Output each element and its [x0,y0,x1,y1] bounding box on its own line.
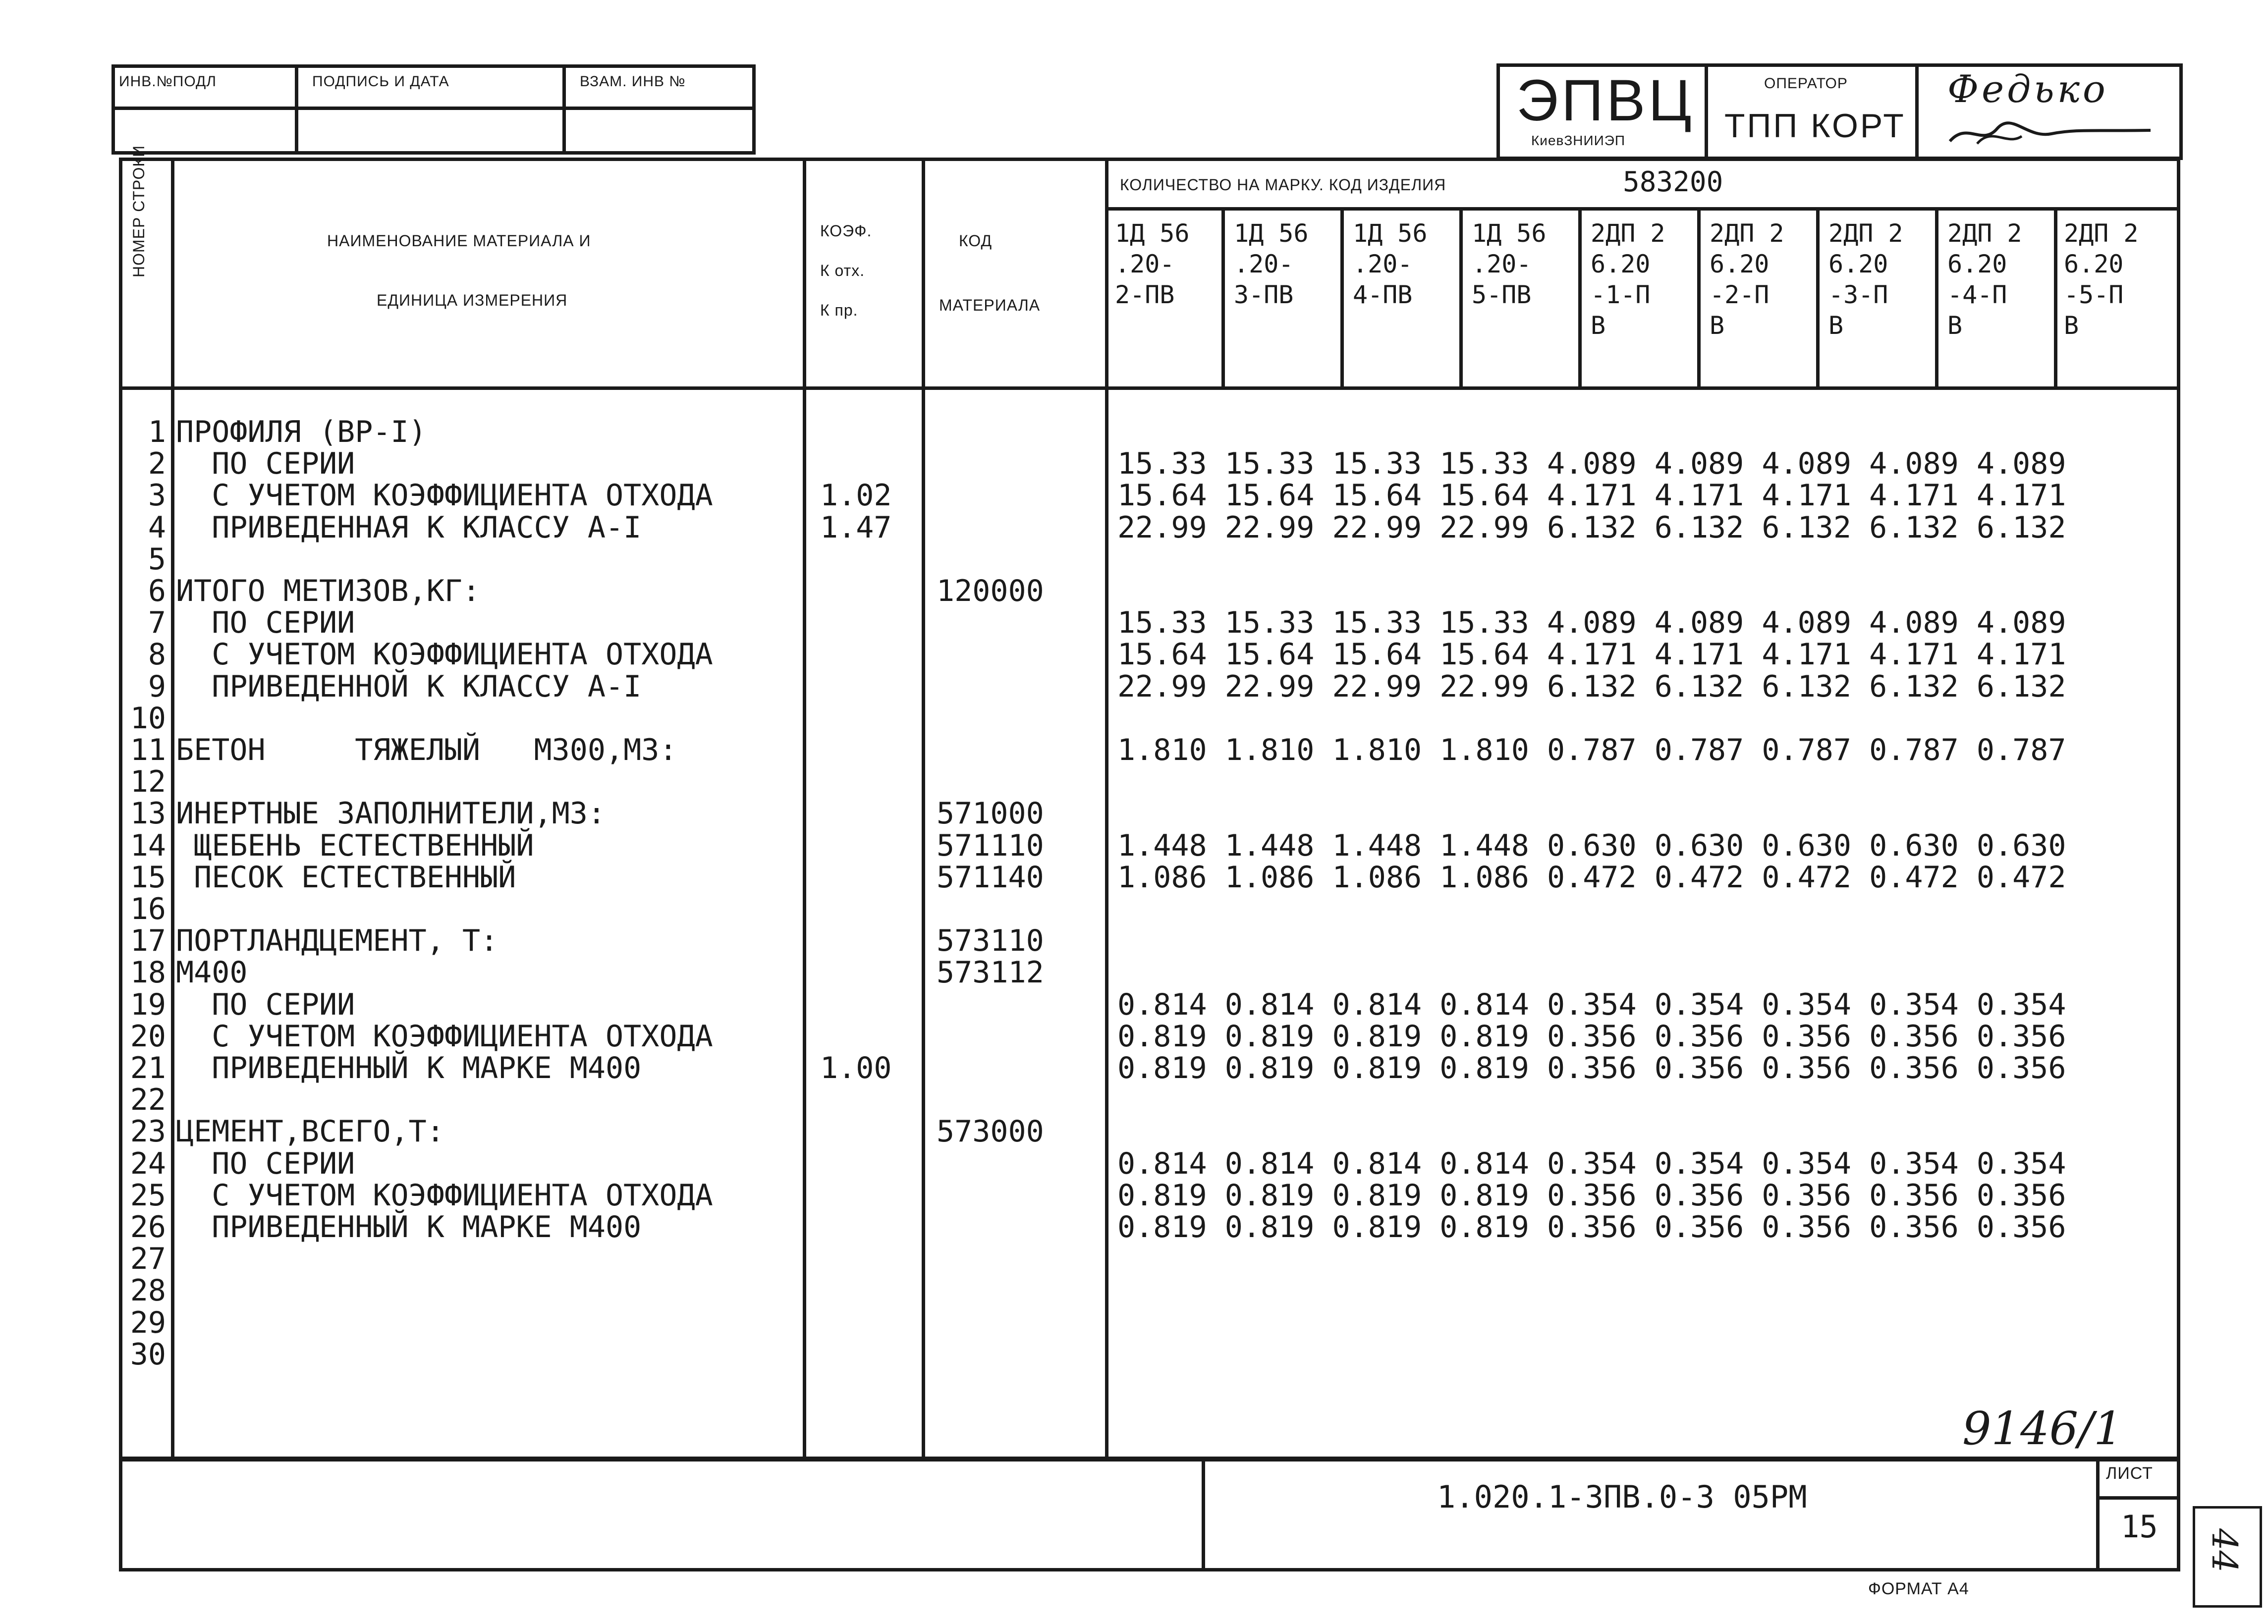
podpis-data-label: ПОДПИСЬ И ДАТА [312,73,449,90]
row-number: 5 [148,542,166,577]
row-material-name: С УЧЕТОМ КОЭФФИЦИЕНТА ОТХОДА [176,478,713,513]
column-header-3: 1Д 56 .20- 4-ПВ [1353,219,1428,309]
operator-value: ТПП КОРТ [1724,107,1906,145]
row-number: 14 [130,828,166,863]
format-label: ФОРМАТ А4 [1868,1579,1969,1598]
row-koef: 1.00 [820,1051,892,1085]
row-material-name: ЦЕМЕНТ,ВСЕГО,Т: [176,1114,444,1149]
vzam-inv-label: ВЗАМ. ИНВ № [580,73,686,90]
row-material-name: ПО СЕРИИ [176,605,355,640]
operator-label: ОПЕРАТОР [1764,75,1848,92]
row-number: 15 [130,860,166,895]
row-material-name: ЩЕБЕНЬ ЕСТЕСТВЕННЫЙ [176,828,534,863]
row-values: 0.819 0.819 0.819 0.819 0.356 0.356 0.356 0.356 0.356 [1117,1051,2066,1085]
operator-signature-name: Федько [1947,67,2108,111]
row-material-name: С УЧЕТОМ КОЭФФИЦИЕНТА ОТХОДА [176,637,713,672]
sheet-label: ЛИСТ [2106,1464,2153,1483]
row-number: 23 [130,1114,166,1149]
row-number: 16 [130,892,166,926]
koef-header-3: К пр. [820,301,858,319]
row-material-name: ИНЕРТНЫЕ ЗАПОЛНИТЕЛИ,М3: [176,796,606,831]
row-number: 20 [130,1019,166,1054]
row-number: 22 [130,1083,166,1117]
column-header-5: 2ДП 2 6.20 -1-П В [1591,219,1665,340]
row-material-name: ПРИВЕДЕННАЯ К КЛАССУ А-I [176,510,642,545]
material-name-header-1: НАИМЕНОВАНИЕ МАТЕРИАЛА И [327,232,591,250]
handwritten-number: 9146/1 [1962,1402,2123,1455]
row-number: 9 [148,669,166,704]
row-number: 30 [130,1337,166,1372]
column-header-1: 1Д 56 .20- 2-ПВ [1115,219,1190,309]
row-number: 17 [130,923,166,958]
row-material-code: 573110 [937,923,1044,958]
row-material-name: М400 [176,955,248,990]
signature-icon [1947,116,2156,151]
margin-number: 44 [2204,1528,2245,1573]
row-number: 3 [148,478,166,513]
row-material-name: ПРОФИЛЯ (ВР-I) [176,415,427,449]
row-number: 29 [130,1305,166,1340]
row-material-code: 573000 [937,1114,1044,1149]
inv-podl-label: ИНВ.№ПОДЛ [119,73,217,90]
row-material-name: ИТОГО МЕТИЗОВ,КГ: [176,574,481,608]
row-values: 15.33 15.33 15.33 15.33 4.089 4.089 4.089 4.089 4.089 [1117,605,2066,640]
column-header-7: 2ДП 2 6.20 -3-П В [1828,219,1903,340]
row-values: 15.64 15.64 15.64 15.64 4.171 4.171 4.171 4.171 4.171 [1117,637,2066,672]
row-number: 19 [130,987,166,1022]
row-values: 22.99 22.99 22.99 22.99 6.132 6.132 6.132 6.132 6.132 [1117,669,2066,704]
row-values: 0.814 0.814 0.814 0.814 0.354 0.354 0.354 0.354 0.354 [1117,1146,2066,1181]
row-koef: 1.02 [820,478,892,513]
row-material-code: 573112 [937,955,1044,990]
column-header-6: 2ДП 2 6.20 -2-П В [1710,219,1784,340]
row-number: 25 [130,1178,166,1213]
org-logo: ЭПВЦ [1516,68,1695,133]
row-number: 2 [148,446,166,481]
row-values: 1.810 1.810 1.810 1.810 0.787 0.787 0.787 0.787 0.787 [1117,733,2066,767]
row-number-header: НОМЕР СТРОКИ [130,145,148,277]
row-number: 7 [148,605,166,640]
row-material-code: 571110 [937,828,1044,863]
row-number: 6 [148,574,166,608]
row-number: 27 [130,1242,166,1276]
row-number: 13 [130,796,166,831]
row-values: 15.64 15.64 15.64 15.64 4.171 4.171 4.171 4.171 4.171 [1117,478,2066,513]
row-values: 1.448 1.448 1.448 1.448 0.630 0.630 0.630 0.630 0.630 [1117,828,2066,863]
product-code: 583200 [1623,166,1723,198]
code-header-1: КОД [959,232,993,250]
row-material-name: С УЧЕТОМ КОЭФФИЦИЕНТА ОТХОДА [176,1019,713,1054]
row-number: 24 [130,1146,166,1181]
row-material-name: БЕТОН ТЯЖЕЛЫЙ М300,М3: [176,733,677,767]
row-number: 12 [130,764,166,799]
row-values: 22.99 22.99 22.99 22.99 6.132 6.132 6.132 6.132 6.132 [1117,510,2066,545]
row-material-name: ПРИВЕДЕННОЙ К КЛАССУ А-I [176,669,642,704]
stamp-bottom [119,1457,2180,1571]
column-header-4: 1Д 56 .20- 5-ПВ [1472,219,1547,309]
sheet-number: 15 [2121,1509,2158,1545]
row-values: 0.819 0.819 0.819 0.819 0.356 0.356 0.356 0.356 0.356 [1117,1178,2066,1213]
row-number: 11 [130,733,166,767]
row-koef: 1.47 [820,510,892,545]
row-number: 26 [130,1210,166,1245]
material-name-header-2: ЕДИНИЦА ИЗМЕРЕНИЯ [377,291,568,309]
row-values: 0.814 0.814 0.814 0.814 0.354 0.354 0.354 0.354 0.354 [1117,987,2066,1022]
row-values: 1.086 1.086 1.086 1.086 0.472 0.472 0.472 0.472 0.472 [1117,860,2066,895]
row-material-name: ПЕСОК ЕСТЕСТВЕННЫЙ [176,860,516,895]
row-material-name: С УЧЕТОМ КОЭФФИЦИЕНТА ОТХОДА [176,1178,713,1213]
row-number: 21 [130,1051,166,1085]
row-material-code: 571000 [937,796,1044,831]
row-values: 15.33 15.33 15.33 15.33 4.089 4.089 4.089 4.089 4.089 [1117,446,2066,481]
row-material-name: ПОРТЛАНДЦЕМЕНТ, Т: [176,923,498,958]
koef-header-2: К отх. [820,262,865,279]
row-number: 4 [148,510,166,545]
code-header-2: МАТЕРИАЛА [939,296,1041,314]
row-number: 28 [130,1273,166,1308]
row-material-name: ПО СЕРИИ [176,446,355,481]
row-values: 0.819 0.819 0.819 0.819 0.356 0.356 0.356 0.356 0.356 [1117,1210,2066,1245]
koef-header-1: КОЭФ. [820,222,872,240]
quantity-header: КОЛИЧЕСТВО НА МАРКУ. КОД ИЗДЕЛИЯ [1120,176,1446,194]
column-header-8: 2ДП 2 6.20 -4-П В [1947,219,2022,340]
row-material-name: ПО СЕРИИ [176,987,355,1022]
row-values: 0.819 0.819 0.819 0.819 0.356 0.356 0.356 0.356 0.356 [1117,1019,2066,1054]
row-number: 10 [130,701,166,736]
row-material-name: ПРИВЕДЕННЫЙ К МАРКЕ М400 [176,1051,642,1085]
row-material-code: 571140 [937,860,1044,895]
column-header-9: 2ДП 2 6.20 -5-П В [2064,219,2139,340]
document-code: 1.020.1-3ПВ.0-3 05РМ [1437,1479,1807,1515]
column-header-2: 1Д 56 .20- 3-ПВ [1234,219,1309,309]
org-sub-label: КиевЗНИИЭП [1531,133,1626,148]
row-number: 18 [130,955,166,990]
row-material-name: ПО СЕРИИ [176,1146,355,1181]
row-material-code: 120000 [937,574,1044,608]
row-number: 1 [148,415,166,449]
row-material-name: ПРИВЕДЕННЫЙ К МАРКЕ М400 [176,1210,642,1245]
row-number: 8 [148,637,166,672]
